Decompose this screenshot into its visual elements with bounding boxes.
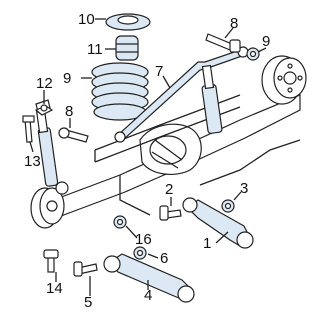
bolt-5 <box>74 262 97 276</box>
jounce-bumper <box>116 36 138 60</box>
callout-12: 11 <box>87 41 103 58</box>
callout-2: 2 <box>165 181 174 198</box>
callout-16: 16 <box>135 231 152 248</box>
callout-10: 9 <box>63 70 72 87</box>
callout-1: 1 <box>203 235 212 252</box>
nut-16 <box>114 216 126 228</box>
bolt-15 <box>44 250 58 272</box>
left-brake-drum <box>31 188 64 228</box>
bolt-left <box>59 128 88 142</box>
bolt-upper-right <box>206 34 240 52</box>
callout-11: 10 <box>78 11 95 28</box>
nut-6 <box>134 247 146 259</box>
callout-15: 14 <box>46 280 63 297</box>
left-shock-absorber <box>37 110 68 194</box>
callout-8-upper: 8 <box>230 15 239 32</box>
callout-13: 12 <box>36 75 53 92</box>
spring-isolator <box>106 14 150 30</box>
nut-9 <box>247 48 259 60</box>
callout-6: 6 <box>160 250 169 267</box>
bolt-14 <box>23 116 34 142</box>
nut-3 <box>222 200 234 212</box>
callout-7: 7 <box>155 63 164 80</box>
callout-9: 9 <box>262 33 271 50</box>
coil-spring <box>92 63 148 120</box>
callout-8-left: 8 <box>65 103 74 120</box>
right-shock-absorber <box>202 66 223 134</box>
callout-4: 4 <box>144 287 153 304</box>
callout-5: 5 <box>84 294 93 311</box>
rear-axle-housing <box>40 95 300 222</box>
bolt-2 <box>160 206 181 220</box>
callout-3: 3 <box>240 180 249 197</box>
callout-14: 13 <box>24 153 41 170</box>
